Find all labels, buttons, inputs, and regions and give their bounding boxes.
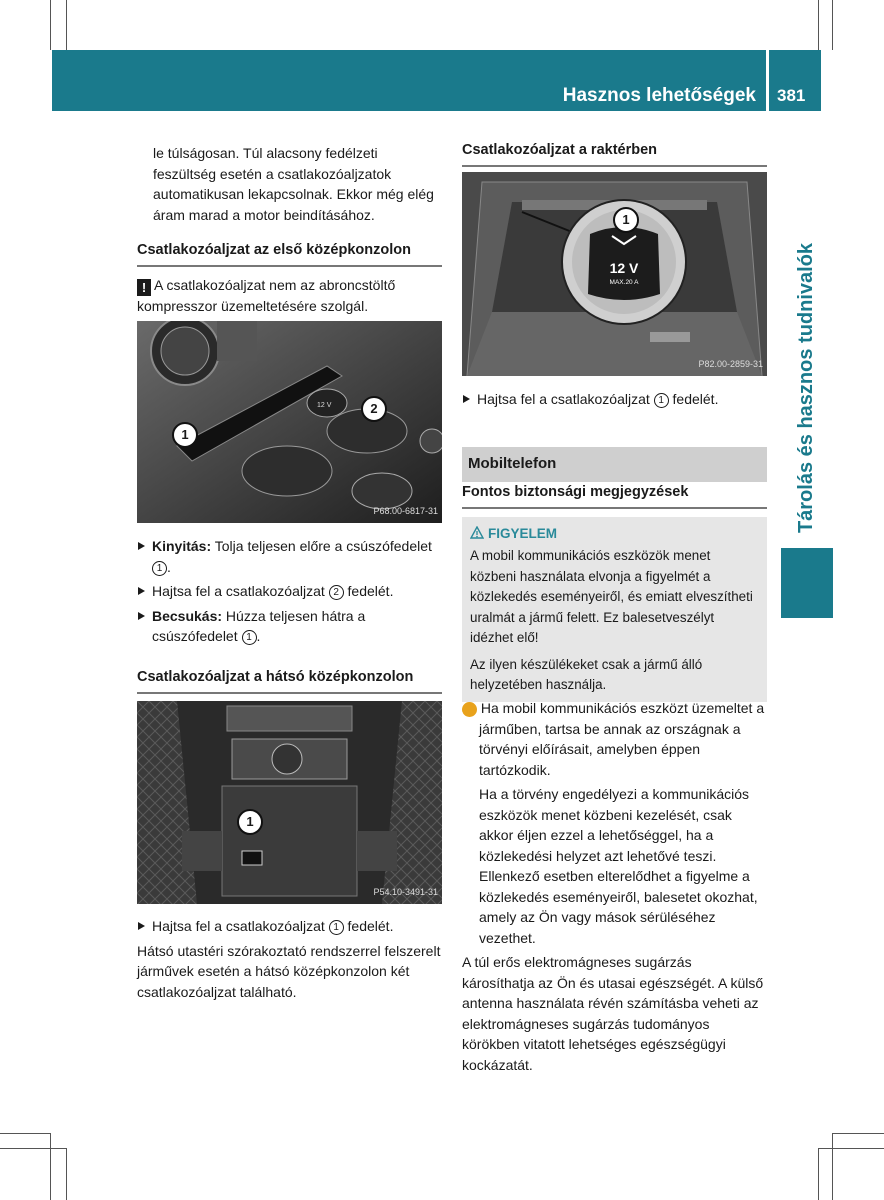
crop-mark bbox=[832, 0, 833, 50]
ref-marker: 1 bbox=[242, 630, 257, 645]
step-text: Hajtsa fel a csatlakozóaljzat bbox=[477, 391, 654, 407]
info-text-1: Ha mobil kommunikációs eszközt üzemeltet a járműben, tartsa be annak az országnak a törvényi előírásait, amelyben éppen tartózkodik. bbox=[479, 700, 765, 778]
safety-heading: Fontos biztonsági megjegyzések bbox=[462, 482, 767, 509]
step-arrow-icon bbox=[138, 922, 145, 930]
step-text: fedelét. bbox=[668, 391, 719, 407]
step-arrow-icon bbox=[138, 612, 145, 620]
ref-marker: 1 bbox=[152, 561, 167, 576]
callout-1: 1 bbox=[613, 207, 639, 233]
page-number-box bbox=[769, 50, 821, 111]
rear-entertainment-paragraph: Hátsó utastéri szórakoztató rendszerrel felszerelt járművek esetén a hátsó középkonzolon két csatlakozóaljzat található. bbox=[137, 942, 441, 1000]
front-console-heading: Csatlakozóaljzat az első középkonzolon bbox=[137, 240, 442, 267]
rear-console-heading: Csatlakozóaljzat a hátsó középkonzolon bbox=[137, 667, 442, 694]
crop-mark bbox=[66, 1148, 67, 1200]
step-arrow-icon bbox=[138, 587, 145, 595]
side-chapter-text: Tárolás és hasznos tudnivalók bbox=[794, 242, 817, 534]
crop-mark bbox=[0, 1148, 66, 1149]
radiation-paragraph: A túl erős elektromágneses sugárzás károsíthatja az Ön és utasai egészségét. A külső antenna használata révén számításba veheti az elektromágneses sugárzás tudományos körökben vitatott lehetséges egészségügyi kockázatát. bbox=[462, 954, 764, 1073]
front-note-text: A csatlakozóaljzat nem az abroncstöltő kompresszor üzemeltetésére szolgál. bbox=[137, 276, 396, 314]
info-paragraph-1 bbox=[458, 698, 767, 780]
step-bold: Kinyitás: bbox=[152, 538, 212, 554]
page-title: Hasznos lehetőségek bbox=[562, 84, 756, 106]
warning-header bbox=[470, 523, 759, 545]
cargo-heading: Csatlakozóaljzat a raktérben bbox=[462, 140, 767, 167]
left-column-top bbox=[137, 143, 442, 225]
cargo-section bbox=[462, 140, 767, 175]
socket-voltage-label: 12 V bbox=[609, 260, 639, 276]
crop-mark bbox=[832, 1133, 884, 1134]
step-text: Hajtsa fel a csatlakozóaljzat bbox=[152, 583, 329, 599]
step-arrow-icon bbox=[463, 395, 470, 403]
crop-mark bbox=[818, 0, 819, 50]
front-note bbox=[137, 275, 442, 317]
crop-mark bbox=[66, 0, 67, 50]
figure-code: P68.00-6817-31 bbox=[373, 505, 438, 516]
rear-console-illustration bbox=[137, 701, 442, 904]
ref-marker: 2 bbox=[329, 585, 344, 600]
ref-marker: 1 bbox=[329, 920, 344, 935]
step-text: . bbox=[256, 628, 261, 644]
figure-code: P54.10-3491-31 bbox=[373, 886, 438, 897]
warning-triangle-icon bbox=[470, 526, 484, 539]
crop-mark bbox=[818, 1148, 884, 1149]
rear-section bbox=[137, 667, 442, 702]
crop-mark bbox=[832, 1133, 833, 1200]
callout-1: 1 bbox=[237, 809, 263, 835]
front-section bbox=[137, 240, 442, 316]
figure-code: P82.00-2859-31 bbox=[698, 358, 763, 369]
info-icon: i bbox=[462, 702, 477, 717]
callout-2: 2 bbox=[361, 396, 387, 422]
step-lift-cover bbox=[137, 916, 442, 937]
step-text: . bbox=[167, 558, 171, 575]
step-text: Hajtsa fel a csatlakozóaljzat bbox=[152, 918, 329, 934]
header-bar bbox=[52, 50, 766, 111]
socket-max-label: MAX.20 A bbox=[609, 279, 639, 286]
info-paragraph-2: Ha a törvény engedélyezi a kommunikációs eszközök menet közbeni kezelését, csak akkor éljen ezzel a lehetőséggel, ha a közlekedési helyzet azt lehetővé teszi. Ellenkező esetben elterelődhet a figyelme a közlekedés eseményeiről, balesetet okozhat, amely az Ön vagy mások sérüléséhez vezethet. bbox=[479, 786, 758, 946]
crop-mark bbox=[818, 1148, 819, 1200]
info-section bbox=[458, 698, 767, 1075]
callout-1: 1 bbox=[172, 422, 198, 448]
front-steps bbox=[137, 536, 442, 651]
step-text: fedelét. bbox=[343, 918, 394, 934]
section-title-mobile: Mobiltelefon bbox=[462, 447, 767, 482]
step-open bbox=[137, 536, 442, 577]
exclamation-icon: ! bbox=[137, 279, 151, 296]
step-lift-cover bbox=[137, 581, 442, 602]
step-close bbox=[137, 606, 442, 647]
step-bold: Becsukás: bbox=[152, 607, 223, 624]
rear-console-figure bbox=[137, 701, 442, 904]
rear-steps bbox=[137, 916, 442, 1002]
ref-marker: 1 bbox=[654, 393, 669, 408]
warning-paragraph-1: A mobil kommunikációs eszközök menet közbeni használata elvonja a figyelmét a közlekedés eseményeiről, és emiatt elveszítheti uralmát a jármű felett. Ez balesetveszélyt idézhet elő! bbox=[470, 548, 753, 645]
crop-mark bbox=[50, 1133, 51, 1200]
step-text: fedelét. bbox=[343, 583, 394, 599]
warning-paragraph-2: Az ilyen készülékeket csak a jármű álló helyzetében használja. bbox=[470, 656, 703, 692]
mobile-section bbox=[462, 447, 767, 482]
step-text: Húzza teljesen hátra a csúszófedelet bbox=[152, 607, 366, 644]
step-lift-cover bbox=[462, 389, 767, 410]
step-arrow-icon bbox=[138, 542, 145, 550]
crop-mark bbox=[50, 0, 51, 50]
safety-section bbox=[462, 482, 767, 702]
step-text: Tolja teljesen előre a csúszófedelet bbox=[211, 538, 432, 554]
cargo-figure bbox=[462, 172, 767, 376]
page-number: 381 bbox=[777, 85, 806, 105]
warning-box bbox=[462, 517, 767, 702]
svg-text:12 V: 12 V bbox=[317, 402, 332, 409]
front-console-figure bbox=[137, 321, 442, 523]
intro-paragraph: le túlságosan. Túl alacsony fedélzeti feszültség esetén a csatlakozóaljzatok automatikusan lekapcsolnak. Ekkor még elég áram marad a motor beindításához. bbox=[153, 145, 434, 223]
cargo-steps bbox=[462, 389, 767, 414]
warning-title: FIGYELEM bbox=[488, 525, 558, 541]
side-chapter-tab bbox=[781, 548, 833, 618]
crop-mark bbox=[0, 1133, 50, 1134]
